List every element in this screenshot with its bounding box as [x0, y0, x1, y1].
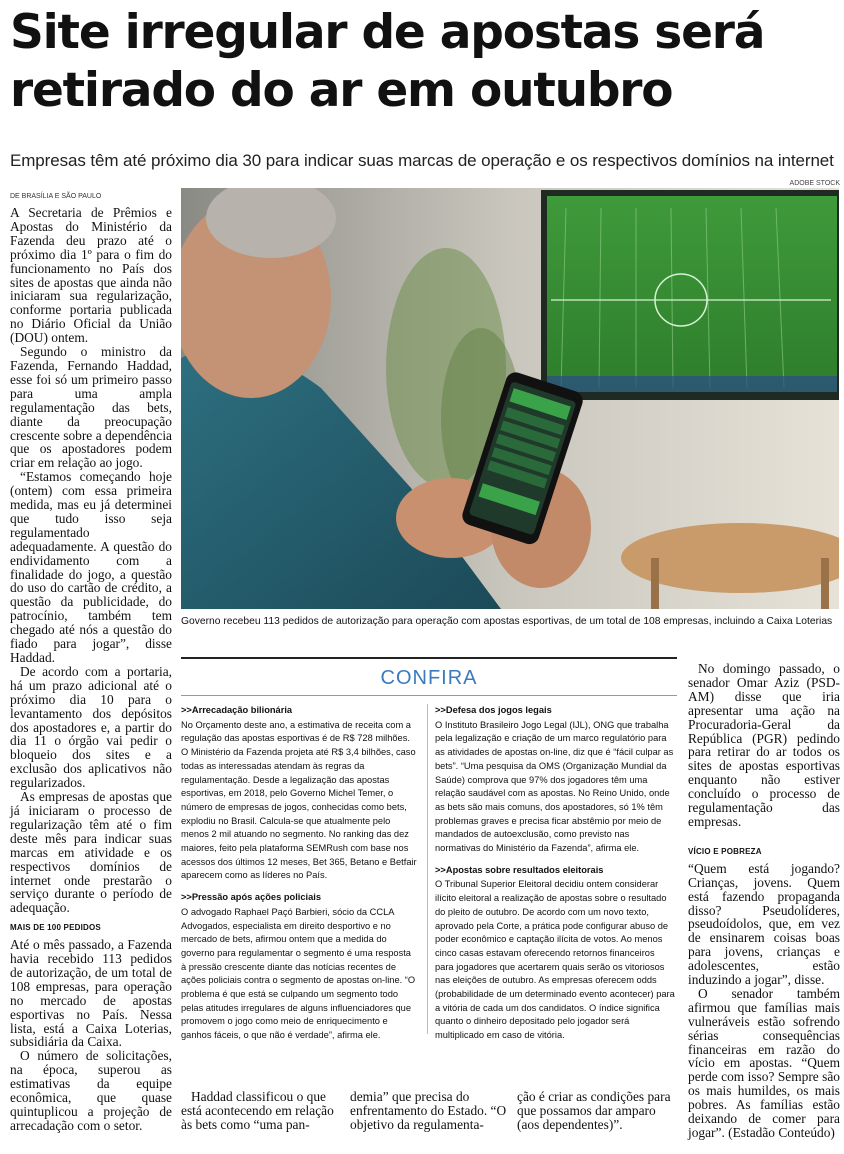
continuation-column-1: [181, 1090, 336, 1132]
continuation-column-3: [517, 1090, 675, 1132]
dateline: DE BRASÍLIA E SÃO PAULO: [10, 193, 102, 200]
headline: [10, 4, 840, 120]
confira-box: [181, 657, 677, 1084]
right-paragraph-1: No domingo passado, o senador Omar Aziz (PSD-AM) disse que iria apresentar uma ação na Procuradoria-Geral da República (PGR) pedindo para retirar do ar todos os sites de apostas esportivas enquanto não estiver concluído o processo de regulamentação das empresas.: [688, 661, 840, 829]
continuation-text-3: ção é criar as condições para que possamos dar amparo (aos dependentes)”.: [517, 1089, 671, 1132]
left-subtitle: MAIS DE 100 PEDIDOS: [10, 923, 101, 933]
photo-illustration: [181, 188, 839, 609]
headline-line-1: Site irregular de apostas será: [10, 5, 765, 60]
confira-item-text: No Orçamento deste ano, a estimativa de receita com a regulação das apostas esportivas é de R$ 728 milhões. O Ministério da Fazenda projeta até R$ 3,4 bilhões, caso todas as interessadas atendam às regras da regulamentação. Desde a legalização das apostas esportivas, em 2018, pelo Governo Michel Temer, o número de empresas de jogos, conhecidas como bets, explodiu no Brasil. Calcula-se que atualmente pelo menos 2 mil atuando no segmento. No ranking das dez maiores, feito pela plataforma SEMRush com base nos acessos dos últimos 12 meses, Bet 365, Betano e Betfair aparecem como as líderes no País.: [181, 719, 417, 881]
right-column: [688, 662, 840, 1140]
photo-caption: Governo recebeu 113 pedidos de autorização para operação com apostas esportivas, de um total de 108 empresas, incluindo a Caixa Loterias: [181, 616, 833, 627]
photo-credit: ADOBE STOCK: [789, 180, 840, 187]
confira-title: CONFIRA: [380, 667, 478, 689]
confira-column-left: [181, 704, 417, 1051]
confira-item-text: O Tribunal Superior Eleitoral decidiu ontem considerar ilícito eleitoral a realização de apostas sobre o resultado do pleito de outubro. De acordo com um novo texto, aprovado pela Corte, a prática pode configurar abuso de poder econômico e captação ilícita de votos. Ao menos cinco casas estavam oferecendo retornos financeiros para jogadores que acertarem quais serão os vitoriosos nas eleições de outubro. As empresas oferecem odds (probabilidade de um determinado evento acontecer) para a vitória de cada um dos candidatos. O índice significa quanto o dinheiro depositado pelo jogador será multiplicado em caso de vitória.: [435, 879, 675, 1041]
article-photo: [181, 188, 839, 609]
left-paragraph-7: O número de solicitações, na época, superou as estimativas da equipe econômica, que quase quintuplicou a projeção de arrecadação com o setor.: [10, 1048, 172, 1133]
continuation-text-1: Haddad classificou o que está acontecendo em relação às bets como “uma pan-: [181, 1089, 334, 1132]
right-paragraph-2: “Quem está jogando? Crianças, jovens. Quem está fazendo propaganda disso? Pseudolíderes, pseudoídolos, que, em vez de ensinarem coisas boas para jovens, crianças e adolescentes, estão induzindo a jogar”, disse.: [688, 860, 840, 988]
tv-icon: [541, 190, 839, 400]
confira-item-heading: >>Apostas sobre resultados eleitorais: [435, 864, 604, 875]
left-paragraph-3: “Estamos começando hoje (ontem) com essa primeira medida, mas eu já determinei que tudo isso seja regulamentado adequadamente. A questão do endividamento com a finalidade do jogo, a questão do uso do cartão de crédito, a questão da publicidade, do patrocínio, também tem chegado até nós a questão do fiado para jogar”, disse Haddad.: [10, 469, 172, 665]
left-column: [10, 206, 172, 1133]
left-paragraph-2: Segundo o ministro da Fazenda, Fernando Haddad, esse foi só um primeiro passo para uma ampla regulamentação das bets, diante da preocupação crescente sobre a dependência que os apostadores podem criar em relação ao jogo.: [10, 344, 172, 471]
continuation-column-2: [350, 1090, 507, 1132]
left-paragraph-4: De acordo com a portaria, há um prazo adicional até o próximo dia 10 para o levantamento dos depósitos dos apostadores e, a partir do dia 11 o órgão vai pedir o bloqueio dos sites e a exclusão dos aplicativos não regularizados.: [10, 663, 172, 791]
confira-divider: [181, 695, 677, 696]
right-subtitle: VÍCIO E POBREZA: [688, 846, 762, 856]
confira-item-text: O Instituto Brasileiro Jogo Legal (IJL), ONG que trabalha pela legalização e criação de um marco regulatório para as atividades de apostas on-line, diz que é “fácil culpar as bets”. “Uma pesquisa da OMS (Organização Mundial da Saúde) comprova que 97% dos jogadores têm uma relação saudável com as apostas. No Reino Unido, onde as bets são mais comuns, dos apostadores, só 1% têm problemas graves e precisa ficar abstêmio por meio de mandados de autoexclusão, como previsto nas normativas do Ministério da Fazenda”, afirma ele.: [435, 719, 674, 854]
confira-column-divider: [427, 704, 428, 1034]
continuation-text-2: demia” que precisa do enfrentamento do Estado. “O objetivo da regulamenta-: [350, 1089, 507, 1132]
left-paragraph-5: As empresas de apostas que já iniciaram o processo de regularização têm até o fim deste mês para indicar suas marcas em atividade e os respectivos domínios de internet onde prestarão o serviço durante o período de adequação.: [10, 789, 172, 916]
left-paragraph-1: A Secretaria de Prêmios e Apostas do Ministério da Fazenda deu prazo até o próximo dia 1º para o fim do funcionamento no País dos sites de apostas que ainda não iniciaram sua regularização, conforme portaria publicada no Diário Oficial da União (DOU) ontem.: [10, 205, 172, 346]
right-paragraph-3: O senador também afirmou que famílias mais vulneráveis estão sofrendo sérias consequências financeiras em razão do vício em apostas. “Quem perde com isso? Sempre são os mais humildes, os mais pobres. As famílias estão deixando de comer para jogar”. (Estadão Conteúdo): [688, 985, 840, 1140]
headline-line-2: retirado do ar em outubro: [10, 63, 673, 118]
confira-item-heading: >>Defesa dos jogos legais: [435, 705, 552, 715]
subhead: Empresas têm até próximo dia 30 para indicar suas marcas de operação e os respectivos domínios na internet: [10, 151, 834, 170]
confira-item-heading: >>Arrecadação bilionária: [181, 705, 293, 715]
confira-column-right: [435, 704, 675, 1051]
left-paragraph-6: Até o mês passado, a Fazenda havia recebido 113 pedidos de autorização, de um total de 108 empresas, para operação no mercado de apostas esportivas no País. Nessa lista, está a Caixa Loterias, subsidiária da Caixa.: [10, 937, 172, 1050]
confira-item-text: O advogado Raphael Paçó Barbieri, sócio da CCLA Advogados, especialista em direito desportivo e no mercado de bets, afirmou ontem que a medida do governo para regulamentar o segmento é uma resposta à pressão crescente diante das notícias recentes de ações policiais contra o segmento de apostas on-line. “O problema é que está se culpando um segmento todo pelas atitudes irregulares de alguns influenciadores que promovem o jogo como meio de enriquecimento e ganhos fáceis, o que não é verdade”, afirma ele.: [181, 906, 416, 1041]
confira-item-heading: >>Pressão após ações policiais: [181, 892, 322, 903]
